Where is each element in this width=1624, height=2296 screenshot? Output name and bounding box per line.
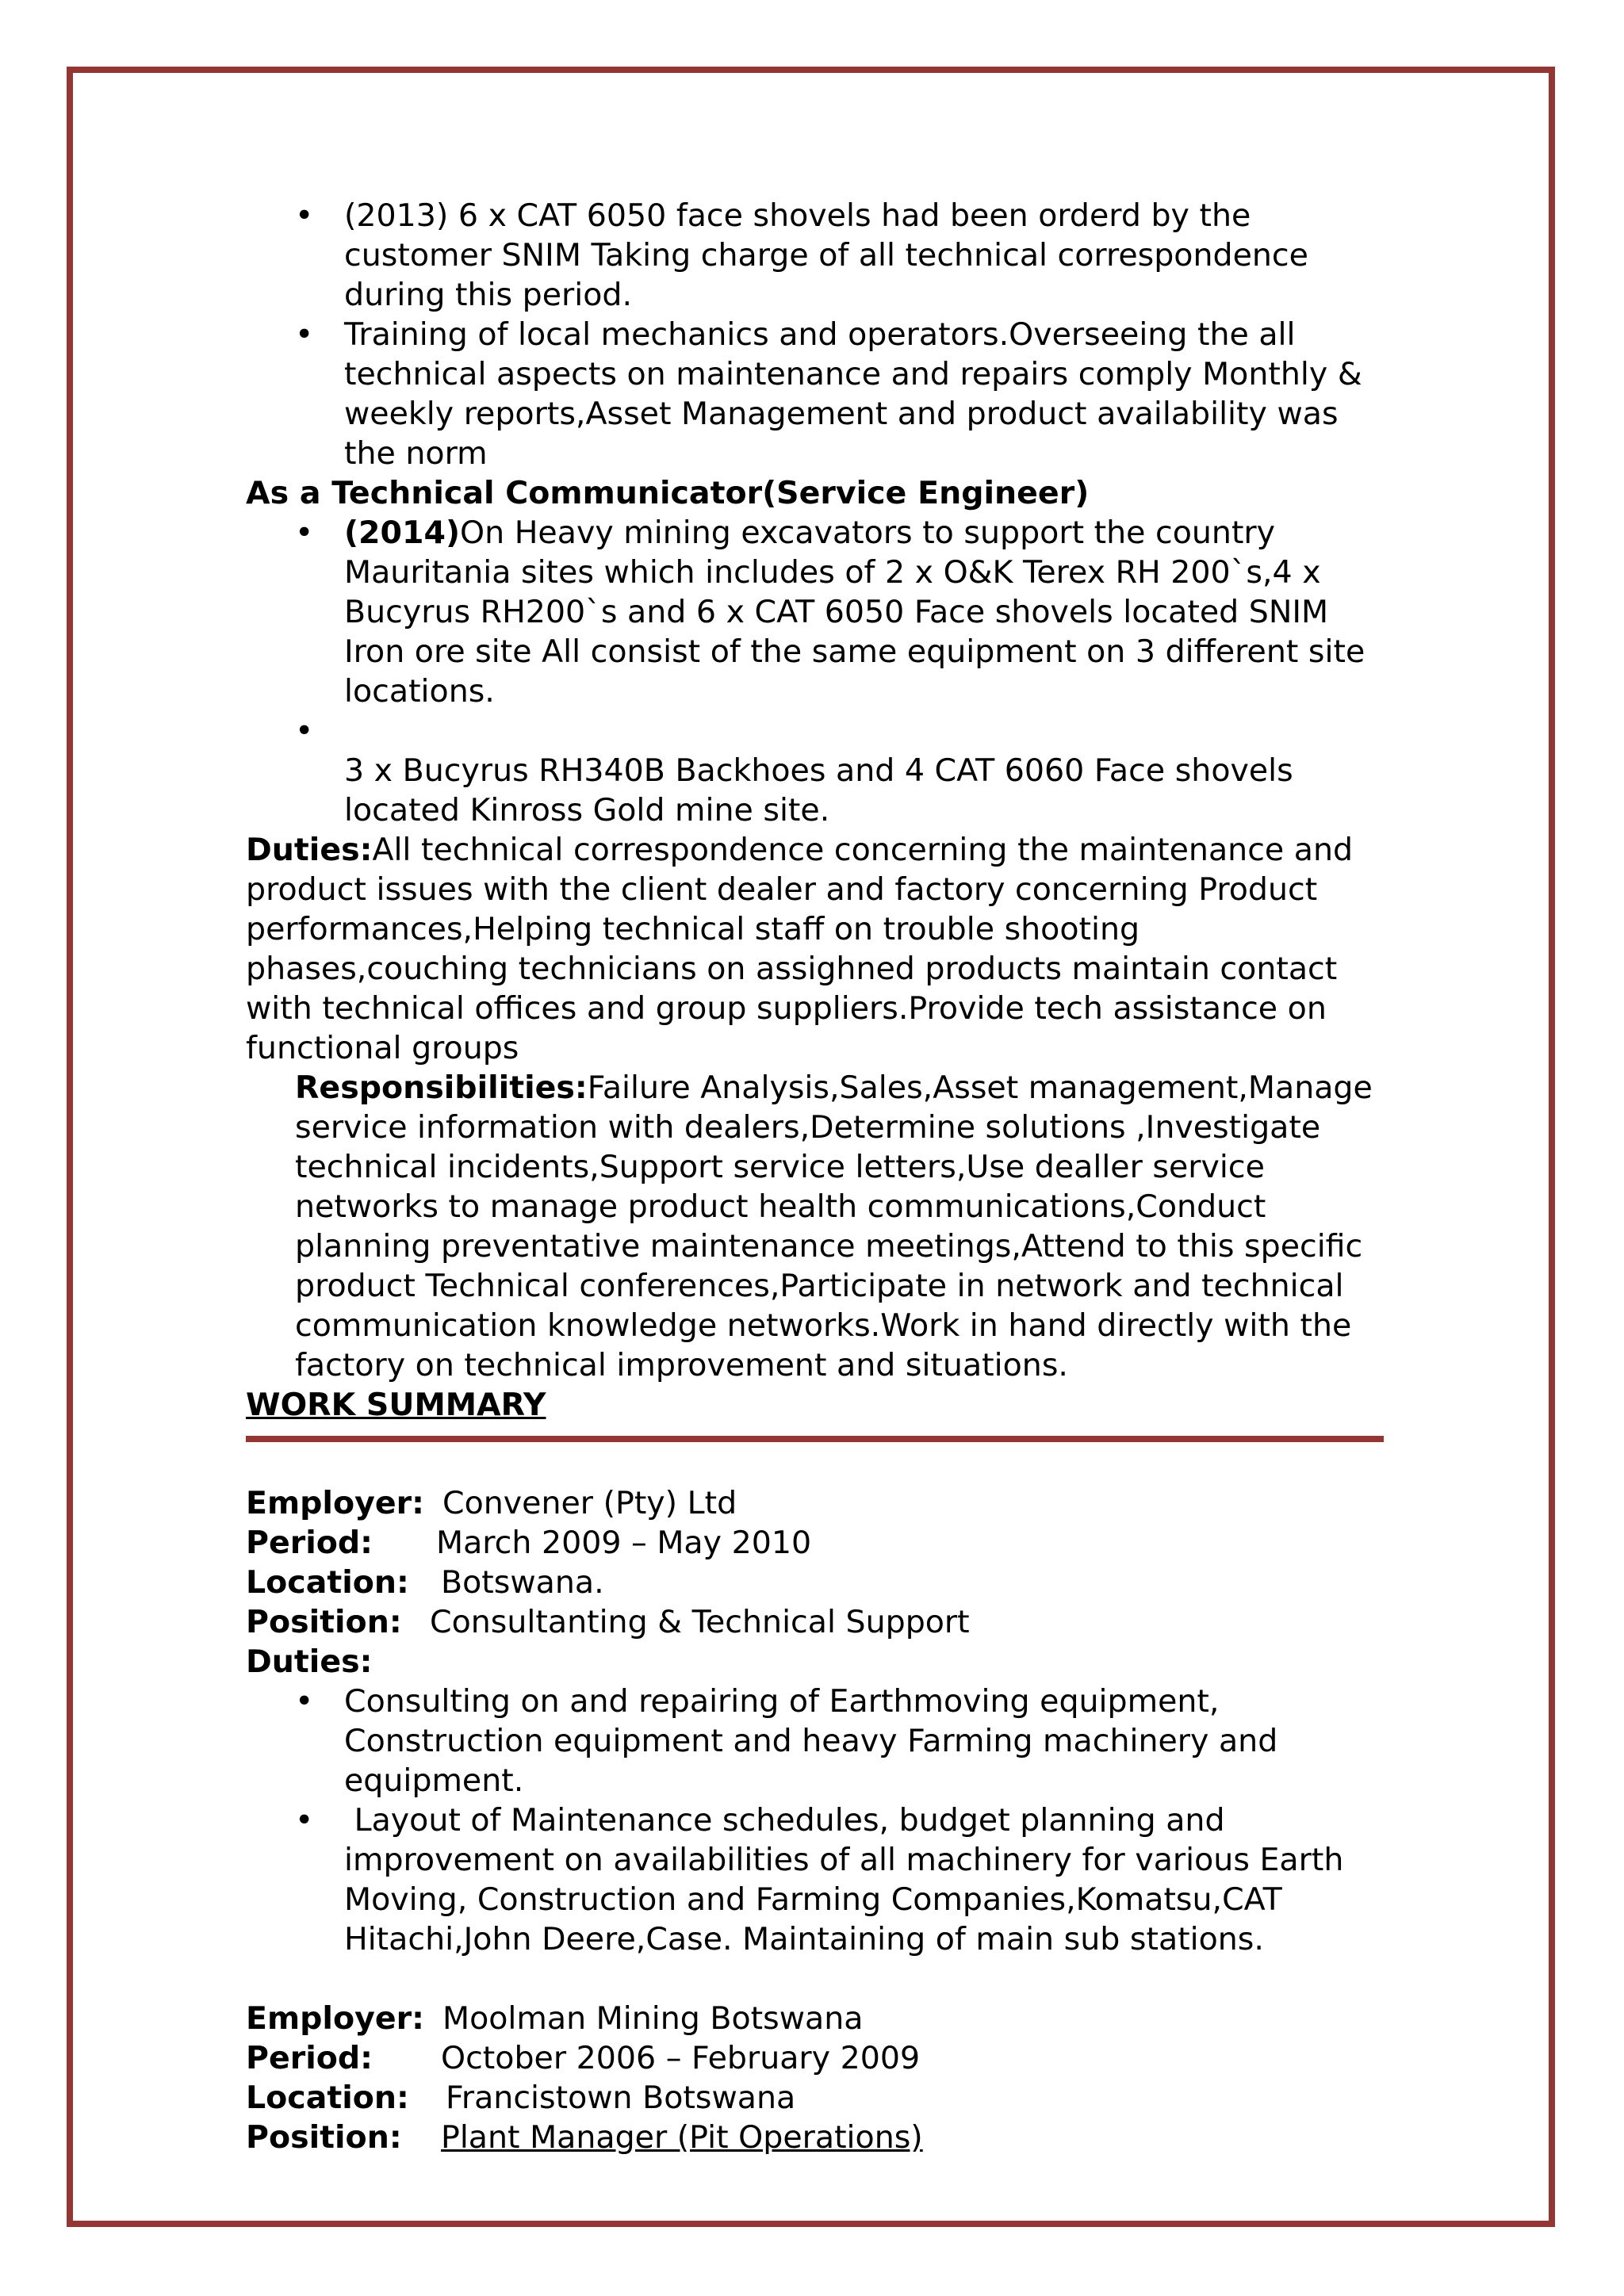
field-label: Position: <box>246 1604 402 1640</box>
responsibilities-label: Responsibilities: <box>295 1070 588 1106</box>
section-divider <box>246 1436 1384 1442</box>
role-title: As a Technical Communicator(Service Engineer) <box>246 475 1090 511</box>
field-label: Employer: <box>246 1485 424 1521</box>
empty-bullet-line <box>344 713 354 749</box>
responsibilities-paragraph <box>246 1068 1388 1385</box>
duties-label: Duties: <box>246 832 373 868</box>
period-value: October 2006 – February 2009 <box>441 2040 921 2076</box>
section1-bullet-list <box>246 196 1388 473</box>
resume-content <box>246 196 1388 2157</box>
list-item <box>246 711 1388 830</box>
list-item: • Consulting on and repairing of Earthmoving equipment, Construction equipment and heavy Farming machinery and equipment. <box>246 1682 1388 1800</box>
field-label: Position: <box>246 2119 402 2156</box>
responsibilities-text: Failure Analysis,Sales,Asset management,Manage service information with dealers,Determine solutions ,Investigate technical incidents,Support service letters,Use dealler service networks to manage product health communications,Conduct planning preventative maintenance meetings,Attend to this specific product Technical conferences,Participate in network and technical communication knowledge networks.Work in hand directly with the factory on technical improvement and situations. <box>295 1070 1373 1383</box>
year-label: (2014) <box>344 515 461 551</box>
position-value: Consultanting & Technical Support <box>430 1604 970 1640</box>
field-label: Location: <box>246 2080 409 2116</box>
duties-list <box>246 1682 1388 1959</box>
location-value: Botswana. <box>441 1564 604 1601</box>
period-row <box>246 2038 1388 2078</box>
bullet-text: 3 x Bucyrus RH340B Backhoes and 4 CAT 6060 Face shovels located Kinross Gold mine site. <box>344 752 1293 828</box>
bullet-text: On Heavy mining excavators to support the country Mauritania sites which includes of 2 x O&K Terex RH 200`s,4 x Bucyrus RH200`s and 6 x CAT 6050 Face shovels located SNIM Iron ore site All consist of the same equipment on 3 different site locations. <box>344 515 1365 710</box>
list-item: • Layout of Maintenance schedules, budget planning and improvement on availabilities of all machinery for various Earth Moving, Construction and Farming Companies,Komatsu,CAT Hitachi,John Deere,Case. Maintaining of main sub stations. <box>246 1800 1388 1959</box>
position-row <box>246 1602 1388 1642</box>
employer-value: Moolman Mining Botswana <box>442 2000 864 2037</box>
job-entry <box>246 1483 1388 1959</box>
employer-row <box>246 1999 1388 2038</box>
position-row <box>246 2118 1388 2157</box>
field-label: Location: <box>246 1564 409 1601</box>
duties-paragraph <box>246 830 1388 1068</box>
employer-row <box>246 1483 1388 1523</box>
duties-text: All technical correspondence concerning the maintenance and product issues with the client dealer and factory concerning Product performances,Helping technical staff on trouble shooting phases,couching technicians on assighned products maintain contact with technical offices and group suppliers.Provide tech assistance on functional groups <box>246 832 1354 1066</box>
location-row <box>246 2078 1388 2118</box>
position-value: Plant Manager (Pit Operations) <box>441 2119 923 2156</box>
employer-value: Convener (Pty) Ltd <box>442 1485 737 1521</box>
list-item <box>246 513 1388 711</box>
location-value: Francistown Botswana <box>446 2080 796 2116</box>
duties-label: Duties: <box>246 1644 373 1680</box>
field-label: Period: <box>246 1525 373 1561</box>
section-heading-work-summary: WORK SUMMARY <box>246 1387 546 1423</box>
list-item: • Training of local mechanics and operators.Overseeing the all technical aspects on maintenance and repairs comply Monthly & weekly reports,Asset Management and product availability was the norm <box>246 315 1388 473</box>
role2-bullet-list <box>246 513 1388 830</box>
list-item: • (2013) 6 x CAT 6050 face shovels had been orderd by the customer SNIM Taking charge of all technical correspondence during this period. <box>246 196 1388 315</box>
location-row <box>246 1563 1388 1602</box>
period-value: March 2009 – May 2010 <box>436 1525 812 1561</box>
field-label: Employer: <box>246 2000 424 2037</box>
job-entry <box>246 1999 1388 2157</box>
field-label: Period: <box>246 2040 373 2076</box>
period-row <box>246 1523 1388 1563</box>
